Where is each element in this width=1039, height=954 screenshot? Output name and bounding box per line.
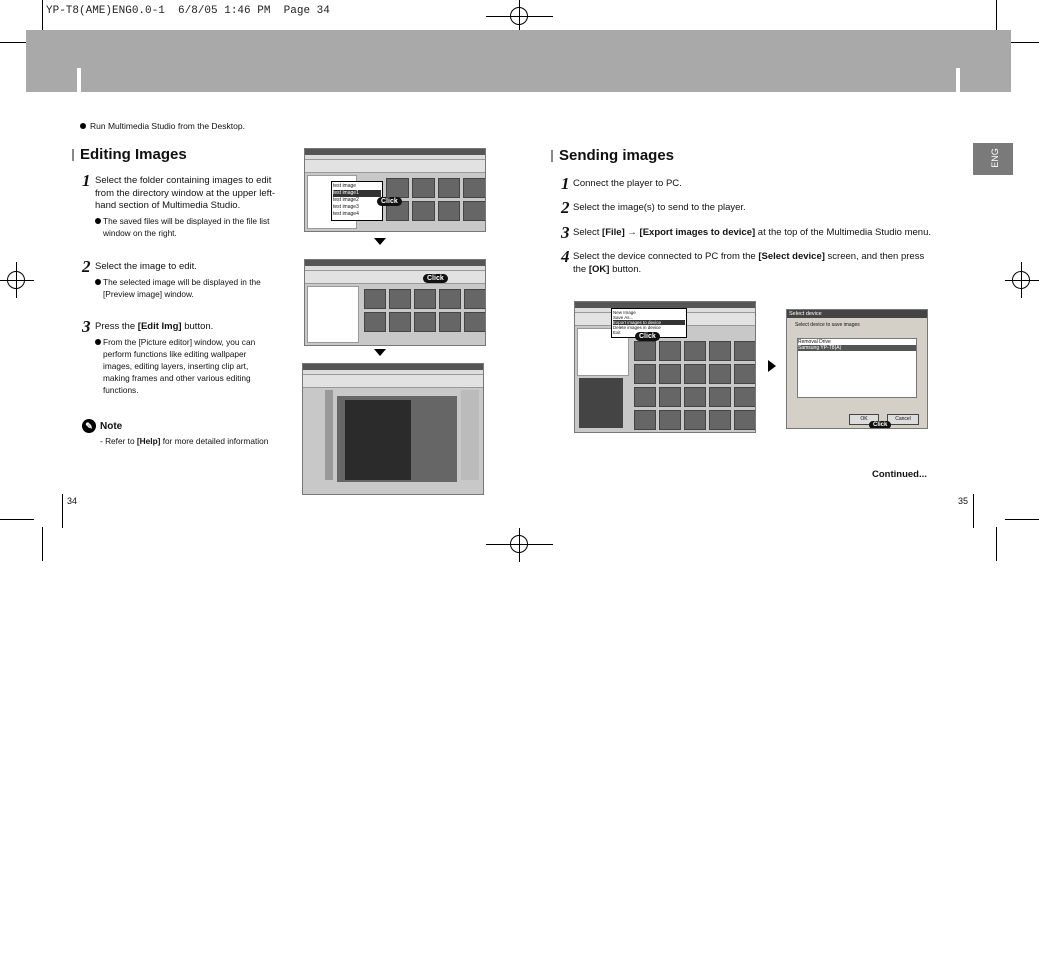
crop-mark	[1005, 519, 1039, 520]
subnote-text: The saved files will be displayed in the file list window on the right.	[103, 215, 270, 238]
image-thumbnail	[389, 289, 411, 309]
send-step-4	[561, 247, 933, 276]
section-title-text: Editing Images	[80, 146, 187, 163]
section-title-sending	[551, 147, 674, 164]
step-subnote	[95, 336, 277, 396]
step-text: Connect the player to PC.	[573, 178, 682, 189]
step-number: 1	[561, 174, 570, 193]
folder-item: test image4	[333, 211, 359, 217]
image-thumbnail	[439, 289, 461, 309]
image-thumbnail	[389, 312, 411, 332]
note-text-pre: - Refer to	[100, 436, 137, 446]
step-text	[573, 251, 933, 276]
cancel-button[interactable]: Cancel	[887, 414, 919, 425]
image-thumbnail	[684, 341, 706, 361]
print-slug: YP-T8(AME)ENG0.0-1 6/8/05 1:46 PM Page 34	[46, 5, 330, 17]
note-text	[82, 435, 287, 447]
image-thumbnail	[734, 410, 756, 430]
crop-mark	[42, 0, 43, 34]
step-text	[95, 321, 277, 334]
image-thumbnail	[659, 387, 681, 407]
preview-image	[579, 378, 623, 428]
crop-mark	[62, 494, 63, 528]
image-thumbnail	[412, 201, 435, 221]
send-step-1	[561, 174, 961, 193]
language-tab-label: ENG	[989, 148, 1000, 168]
header-band-notch	[77, 68, 81, 92]
image-thumbnail	[734, 387, 756, 407]
send-step-3	[561, 223, 961, 242]
step-subnote	[95, 215, 287, 239]
registration-circle	[510, 7, 528, 25]
directory-tree	[307, 286, 359, 343]
step-2	[82, 257, 287, 300]
image-thumbnail	[709, 387, 731, 407]
note-text-post: for more detailed information	[160, 436, 269, 446]
click-badge: Click	[635, 332, 660, 341]
image-thumbnail	[659, 410, 681, 430]
image-thumbnail	[709, 364, 731, 384]
image-thumbnail	[634, 387, 656, 407]
image-thumbnail	[659, 341, 681, 361]
screenshot-picture-editor	[302, 363, 484, 495]
crop-mark	[973, 494, 974, 528]
tool-palette	[325, 390, 333, 480]
toolbar	[305, 160, 485, 173]
note-title	[82, 419, 287, 433]
thumbnail-grid	[631, 338, 756, 433]
ok-button[interactable]: OK	[849, 414, 879, 425]
subnote-text: From the [Picture editor] window, you can perform functions like editing wallpaper images, editing layers, inserting clip art, making frames and other various editing functions.	[103, 336, 256, 395]
thumbnail-grid	[361, 286, 486, 335]
step-text-bold: [OK]	[588, 263, 610, 275]
crop-mark	[42, 527, 43, 561]
step-text-mid: screen, and then press the	[573, 251, 925, 275]
layer-panel	[461, 390, 479, 480]
device-list-item[interactable]: Samsung YP-T8(A)	[798, 345, 916, 351]
step-text-mid: →	[624, 227, 640, 238]
select-device-dialog	[786, 309, 928, 429]
bullet-dot	[80, 123, 86, 129]
folder-item: test image	[333, 183, 357, 189]
image-thumbnail	[364, 289, 386, 309]
image-thumbnail	[684, 387, 706, 407]
image-thumbnail	[463, 201, 486, 221]
toolbar	[305, 271, 485, 284]
image-thumbnail	[438, 178, 461, 198]
intro-text: Run Multimedia Studio from the Desktop.	[90, 121, 245, 131]
step-3	[82, 317, 277, 396]
device-list	[797, 338, 917, 398]
send-step-2	[561, 198, 961, 217]
page-number-right: 35	[958, 496, 969, 506]
section-title-editing	[72, 146, 187, 163]
section-title-text: Sending images	[559, 147, 675, 164]
device-list-item[interactable]: Removal Drive	[798, 339, 831, 345]
registration-circle	[1012, 271, 1030, 289]
menu-item: Delete images in device	[613, 325, 661, 330]
crop-mark	[996, 0, 997, 34]
registration-circle	[510, 535, 528, 553]
step-text-pre: Press the	[95, 321, 138, 332]
image-thumbnail	[439, 312, 461, 332]
step-text-post: button.	[609, 263, 642, 275]
step-text: Select the folder containing images to edit from the directory window at the upper left-hand section of Multimedia Studio.	[95, 175, 276, 211]
image-thumbnail	[386, 178, 409, 198]
step-text-bold: [File]	[602, 227, 625, 238]
image-thumbnail	[414, 289, 436, 309]
title-bar	[551, 150, 553, 162]
step-number: 4	[561, 247, 570, 266]
step-text-post: at the top of the Multimedia Studio menu.	[755, 227, 932, 238]
menu-item: Export images to device	[613, 320, 685, 325]
image-thumbnail	[634, 341, 656, 361]
dialog-title-bar: Select device	[787, 310, 927, 318]
bullet-dot	[95, 279, 101, 285]
step-number: 2	[561, 198, 570, 217]
step-text	[573, 227, 961, 240]
step-1	[82, 171, 287, 239]
arrow-down-icon	[374, 349, 386, 356]
image-thumbnail	[438, 201, 461, 221]
continued-label: Continued...	[872, 469, 927, 480]
image-thumbnail	[634, 364, 656, 384]
image-thumbnail	[734, 341, 756, 361]
step-number: 3	[82, 317, 91, 336]
step-text-pre: Select	[573, 227, 603, 238]
menu-item: Exit	[613, 330, 621, 335]
click-badge: Click	[423, 274, 448, 283]
screenshot-folder-select	[304, 148, 486, 232]
note-text-bold: [Help]	[136, 436, 161, 446]
edited-photo	[345, 400, 411, 480]
image-thumbnail	[463, 178, 486, 198]
screenshot-image-select	[304, 259, 486, 346]
step-text: Select the image to edit.	[95, 261, 197, 272]
note-block	[82, 419, 287, 447]
folder-item: test image1	[333, 190, 381, 197]
arrow-right-icon	[768, 360, 776, 372]
image-thumbnail	[709, 341, 731, 361]
crop-mark	[996, 527, 997, 561]
header-band	[26, 30, 1011, 92]
step-text-post: button.	[181, 321, 214, 332]
bullet-dot	[95, 339, 101, 345]
subnote-text: The selected image will be displayed in the [Preview image] window.	[103, 276, 261, 299]
step-text-bold: [Export images to device]	[639, 227, 756, 238]
note-pencil-icon: ✎	[82, 419, 96, 433]
folder-popup	[331, 181, 383, 221]
step-subnote	[95, 276, 287, 300]
image-thumbnail	[364, 312, 386, 332]
page-number-left: 34	[67, 496, 78, 506]
language-tab	[973, 143, 1013, 175]
image-thumbnail	[734, 364, 756, 384]
header-band-notch	[956, 68, 960, 92]
image-thumbnail	[464, 289, 486, 309]
intro-bullet	[80, 121, 245, 131]
step-text-bold: [Select device]	[758, 251, 825, 262]
folder-item: test image3	[333, 204, 359, 210]
screenshot-export-menu	[574, 301, 756, 433]
step-text-bold: [Edit Img]	[137, 321, 182, 332]
step-number: 2	[82, 257, 91, 276]
arrow-down-icon	[374, 238, 386, 245]
image-thumbnail	[414, 312, 436, 332]
registration-circle	[7, 271, 25, 289]
image-thumbnail	[659, 364, 681, 384]
image-thumbnail	[634, 410, 656, 430]
folder-item: test image2	[333, 197, 359, 203]
bullet-dot	[95, 218, 101, 224]
note-title-text: Note	[100, 420, 123, 432]
click-badge: Click	[869, 421, 891, 429]
menu-item: Save As...	[613, 315, 634, 320]
image-thumbnail	[684, 364, 706, 384]
image-thumbnail	[412, 178, 435, 198]
step-text: Select the image(s) to send to the player.	[573, 202, 746, 213]
step-number: 3	[561, 223, 570, 242]
step-number: 1	[82, 171, 91, 190]
image-thumbnail	[464, 312, 486, 332]
crop-mark	[0, 519, 34, 520]
dialog-prompt: Select device to save images	[795, 322, 860, 328]
title-bar	[72, 149, 74, 161]
menu-item: New Image	[613, 310, 636, 315]
image-thumbnail	[709, 410, 731, 430]
toolbar	[303, 375, 483, 388]
click-badge: Click	[377, 197, 402, 206]
image-thumbnail	[684, 410, 706, 430]
step-text-pre: Select the device connected to PC from the	[573, 251, 759, 262]
